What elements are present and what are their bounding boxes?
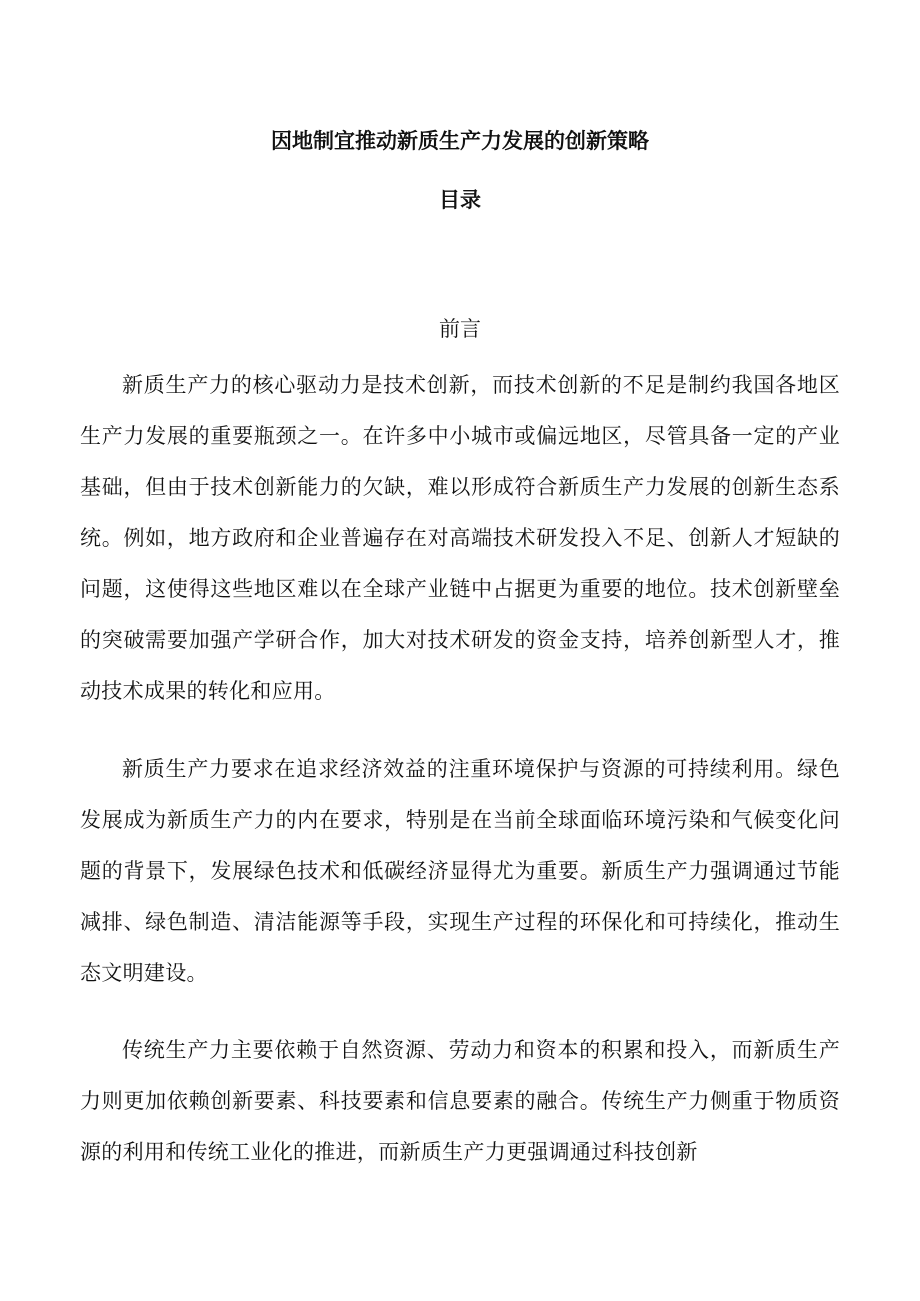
body-paragraph: 新质生产力要求在追求经济效益的注重环境保护与资源的可持续利用。绿色发展成为新质生产力的内在要求，特别是在当前全球面临环境污染和气候变化问题的背景下，发展绿色技术和低碳经济显得尤为重要。新质生产力强调通过节能减排、绿色制造、清洁能源等手段，实现生产过程的环保化和可持续化，推动生态文明建设。 <box>80 757 840 985</box>
body-paragraph: 传统生产力主要依赖于自然资源、劳动力和资本的积累和投入，而新质生产力则更加依赖创新要素、科技要素和信息要素的融合。传统生产力侧重于物质资源的利用和传统工业化的推进，而新质生产力更强调通过科技创新 <box>80 1038 840 1164</box>
toc-heading: 目录 <box>439 188 481 212</box>
body-paragraph: 新质生产力的核心驱动力是技术创新，而技术创新的不足是制约我国各地区生产力发展的重要瓶颈之一。在许多中小城市或偏远地区，尽管具备一定的产业基础，但由于技术创新能力的欠缺，难以形成符合新质生产力发展的创新生态系统。例如，地方政府和企业普遍存在对高端技术研发投入不足、创新人才短缺的问题，这使得这些地区难以在全球产业链中占据更为重要的地位。技术创新壁垒的突破需要加强产学研合作，加大对技术研发的资金支持，培养创新型人才，推动技术成果的转化和应用。 <box>80 373 840 703</box>
document-title: 因地制宜推动新质生产力发展的创新策略 <box>271 129 649 153</box>
section-heading-preface: 前言 <box>439 317 481 341</box>
